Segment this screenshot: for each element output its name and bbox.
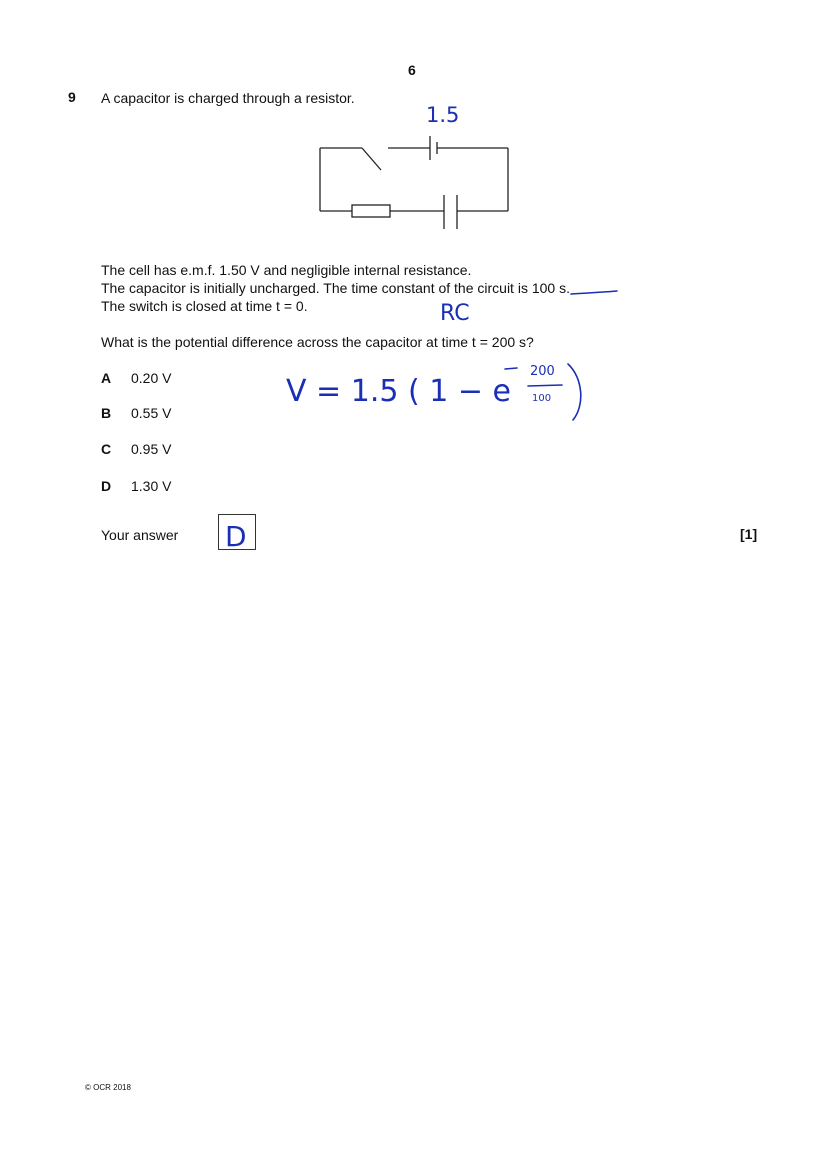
option-letter: B bbox=[101, 405, 112, 421]
handwritten-minus bbox=[505, 368, 517, 369]
stem-line-emf: The cell has e.m.f. 1.50 V and negligible internal resistance. bbox=[101, 262, 472, 278]
handwritten-rc: RC bbox=[440, 301, 470, 326]
option-letter: C bbox=[101, 441, 112, 457]
option-letter: A bbox=[101, 370, 112, 386]
marks-allocation: [1] bbox=[740, 526, 758, 542]
question-prompt: What is the potential difference across the capacitor at time t = 200 s? bbox=[101, 334, 534, 350]
option-value: 0.20 V bbox=[131, 370, 172, 386]
handwritten-fraction-bar bbox=[528, 385, 562, 386]
option-value: 0.95 V bbox=[131, 441, 172, 457]
option-value: 0.55 V bbox=[131, 405, 172, 421]
handwritten-equation: V = 1.5 ( 1 − e bbox=[286, 374, 511, 409]
answer-label: Your answer bbox=[101, 527, 179, 543]
option-value: 1.30 V bbox=[131, 478, 172, 494]
footer-copyright: © OCR 2018 bbox=[85, 1083, 131, 1092]
stem-line-time-constant: The capacitor is initially uncharged. The time constant of the circuit is 100 s. bbox=[101, 280, 570, 296]
handwritten-cell-label: 1.5 bbox=[426, 103, 460, 127]
page-number: 6 bbox=[408, 62, 416, 78]
handwritten-exponent-bottom: 100 bbox=[532, 393, 552, 404]
question-intro: A capacitor is charged through a resistor. bbox=[101, 90, 355, 106]
question-number: 9 bbox=[68, 89, 76, 105]
handwritten-underline bbox=[571, 291, 617, 294]
handwritten-close-paren bbox=[568, 364, 581, 420]
handwritten-exponent-top: 200 bbox=[530, 364, 555, 379]
stem-line-switch: The switch is closed at time t = 0. bbox=[101, 298, 308, 314]
handwritten-answer: D bbox=[225, 520, 247, 553]
option-letter: D bbox=[101, 478, 112, 494]
